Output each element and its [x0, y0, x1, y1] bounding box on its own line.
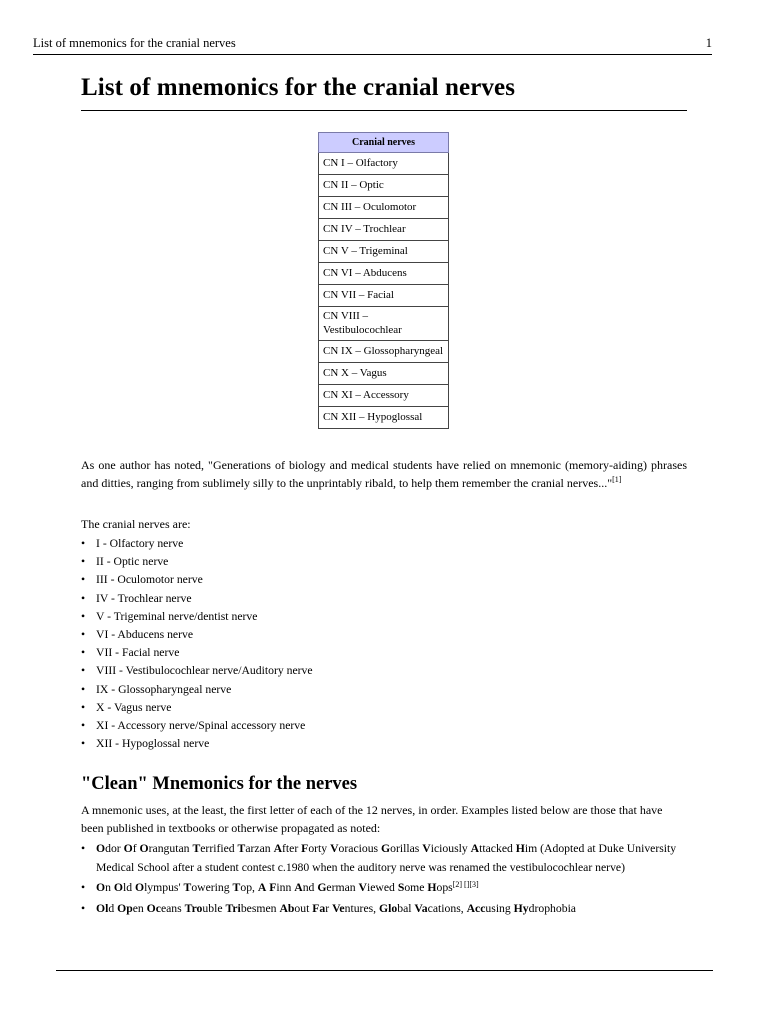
infobox-row[interactable]: CN X – Vagus: [319, 363, 449, 385]
title-divider: [81, 110, 687, 111]
mnemonic-rest: r: [325, 901, 333, 915]
mnemonic-rest: nd: [302, 881, 318, 894]
infobox-heading: Cranial nerves: [319, 133, 449, 153]
mnemonic-initial: Tro: [184, 901, 203, 915]
mnemonic-initial: Tri: [225, 901, 241, 915]
mnemonic-initial: Acc: [466, 901, 486, 915]
infobox-row[interactable]: CN VI – Abducens: [319, 263, 449, 285]
mnemonic-item: [81, 840, 687, 877]
nerve-list-item: • III - Oculomotor nerve: [81, 571, 313, 589]
mnemonic-rest: orty: [308, 842, 331, 855]
mnemonic-rest: ntures,: [344, 901, 380, 915]
mnemonic-rest: f: [132, 842, 140, 855]
mnemonic-rest: im: [524, 842, 541, 855]
mnemonic-initial: Op: [117, 901, 133, 915]
mnemonic-rest: fter: [282, 842, 302, 855]
mnemonic-rest: drophobia: [528, 901, 576, 915]
infobox-row[interactable]: CN XI – Accessory: [319, 385, 449, 407]
mnemonic-initial: Va: [414, 901, 428, 915]
mnemonic-rest: iciously: [430, 842, 471, 855]
mnemonic-rest: en: [132, 901, 147, 915]
nerve-list-item: • VI - Abducens nerve: [81, 626, 313, 644]
infobox-row[interactable]: CN IX – Glossopharyngeal: [319, 341, 449, 363]
nerve-list-item: • II - Optic nerve: [81, 553, 313, 571]
mnemonic-rest: ome: [404, 881, 428, 894]
mnemonic-initial: A: [470, 842, 480, 855]
mnemonic-initial: O: [123, 842, 133, 855]
mnemonic-initial: G: [381, 842, 391, 855]
mnemonic-rest: arzan: [245, 842, 274, 855]
mnemonic-rest: using: [485, 901, 514, 915]
mnemonic-rest: iewed: [366, 881, 398, 894]
mnemonic-initial: T: [232, 881, 241, 894]
mnemonic-initial: V: [330, 842, 339, 855]
mnemonic-rest: errified: [200, 842, 238, 855]
mnemonic-rest: ttacked: [479, 842, 516, 855]
page-number: 1: [705, 36, 712, 50]
infobox-row[interactable]: CN I – Olfactory: [319, 153, 449, 175]
mnemonic-initial: F: [301, 842, 309, 855]
infobox-row[interactable]: CN VII – Facial: [319, 285, 449, 307]
mnemonic-initial: T: [183, 881, 192, 894]
mnemonic-rest: inn: [276, 881, 295, 894]
mnemonic-item: [81, 900, 687, 919]
nerve-list-item: • XII - Hypoglossal nerve: [81, 735, 313, 753]
mnemonic-initial: T: [237, 842, 246, 855]
infobox-row[interactable]: CN V – Trigeminal: [319, 241, 449, 263]
mnemonic-rest: bal: [397, 901, 415, 915]
mnemonic-initial: O: [96, 842, 106, 855]
page-title: List of mnemonics for the cranial nerves: [81, 74, 516, 101]
nerve-list-item: • VII - Facial nerve: [81, 644, 313, 662]
citation-link[interactable]: [1]: [612, 475, 622, 484]
mnemonic-rest: rangutan: [148, 842, 193, 855]
mnemonic-initial: Oc: [146, 901, 161, 915]
mnemonic-rest: ld: [122, 881, 135, 894]
infobox-row[interactable]: CN VIII – Vestibulocochlear: [319, 307, 449, 341]
mnemonic-initial: O: [96, 881, 106, 894]
intro-paragraph: [81, 456, 687, 492]
running-header: [33, 34, 712, 55]
nerve-list-item: • IX - Glossopharyngeal nerve: [81, 681, 313, 699]
mnemonic-note: (Adopted at Duke University Medical School after a student contest c.1980 when the auditory nerve was renamed the vestibulocochlear nerve): [96, 842, 677, 874]
mnemonic-rest: erman: [326, 881, 359, 894]
citation-link[interactable]: [2] [][3]: [452, 880, 479, 889]
mnemonic-initial: Glo: [379, 901, 398, 915]
mnemonic-initial: T: [192, 842, 201, 855]
mnemonic-rest: dor: [105, 842, 124, 855]
infobox-row[interactable]: CN IV – Trochlear: [319, 219, 449, 241]
mnemonic-initial: Ve: [332, 901, 345, 915]
section-heading: "Clean" Mnemonics for the nerves: [81, 774, 358, 794]
nerves-intro: The cranial nerves are:: [81, 517, 191, 531]
mnemonic-initial: V: [358, 881, 367, 894]
mnemonic-rest: d: [108, 901, 118, 915]
nerve-list-item: • X - Vagus nerve: [81, 699, 313, 717]
infobox-row[interactable]: CN III – Oculomotor: [319, 197, 449, 219]
mnemonic-rest: ops: [436, 881, 453, 894]
mnemonic-rest: orillas: [390, 842, 423, 855]
mnemonic-initial: O: [139, 842, 149, 855]
running-title: List of mnemonics for the cranial nerves: [33, 36, 236, 50]
mnemonic-rest: op,: [240, 881, 258, 894]
mnemonic-rest: lympus': [144, 881, 184, 894]
mnemonic-initial: Hy: [513, 901, 529, 915]
infobox-row[interactable]: CN XII – Hypoglossal: [319, 407, 449, 429]
mnemonic-item: [81, 879, 687, 898]
intro-text: As one author has noted, "Generations of biology and medical students have relied on mnemonic (memory-aiding) phrases and ditties, ranging from sublimely silly to the unprintably ribald, to help them remember the cranial nerves...": [81, 458, 687, 490]
section-intro: A mnemonic uses, at the least, the first letter of each of the 12 nerves, in order. Examples listed below are those that have been published in textbooks or otherwise propagated as noted:: [81, 803, 663, 835]
nerve-list-item: • XI - Accessory nerve/Spinal accessory nerve: [81, 717, 313, 735]
mnemonic-initial: V: [422, 842, 431, 855]
mnemonic-rest: besmen: [240, 901, 280, 915]
mnemonic-initial: G: [317, 881, 327, 894]
mnemonic-initial: O: [113, 881, 123, 894]
mnemonic-initial: A: [273, 842, 283, 855]
cranial-nerves-infobox: [318, 132, 449, 429]
mnemonic-initial: A: [294, 881, 303, 894]
mnemonic-rest: oracious: [338, 842, 382, 855]
mnemonic-initial: F: [269, 881, 277, 894]
nerve-list: [81, 535, 313, 753]
mnemonic-rest: owering: [191, 881, 233, 894]
mnemonic-initial: Fa: [312, 901, 326, 915]
mnemonic-initial: O: [134, 881, 145, 894]
footer-divider: [56, 970, 713, 971]
mnemonic-initial: H: [515, 842, 525, 855]
mnemonic-initial: S: [397, 881, 405, 894]
mnemonic-rest: uble: [202, 901, 226, 915]
nerve-list-item: • I - Olfactory nerve: [81, 535, 313, 553]
mnemonic-list: [81, 840, 687, 920]
nerve-list-item: • IV - Trochlear nerve: [81, 590, 313, 608]
mnemonic-initial: Ab: [279, 901, 295, 915]
mnemonic-initial: A: [257, 881, 267, 894]
mnemonic-initial: Ol: [96, 901, 109, 915]
nerve-list-item: • V - Trigeminal nerve/dentist nerve: [81, 608, 313, 626]
mnemonic-rest: eans: [160, 901, 185, 915]
mnemonic-initial: H: [427, 881, 437, 894]
nerve-list-item: • VIII - Vestibulocochlear nerve/Auditory nerve: [81, 662, 313, 680]
mnemonic-rest: out: [294, 901, 313, 915]
mnemonic-rest: n: [105, 881, 114, 894]
mnemonic-rest: cations,: [427, 901, 467, 915]
infobox-row[interactable]: CN II – Optic: [319, 175, 449, 197]
